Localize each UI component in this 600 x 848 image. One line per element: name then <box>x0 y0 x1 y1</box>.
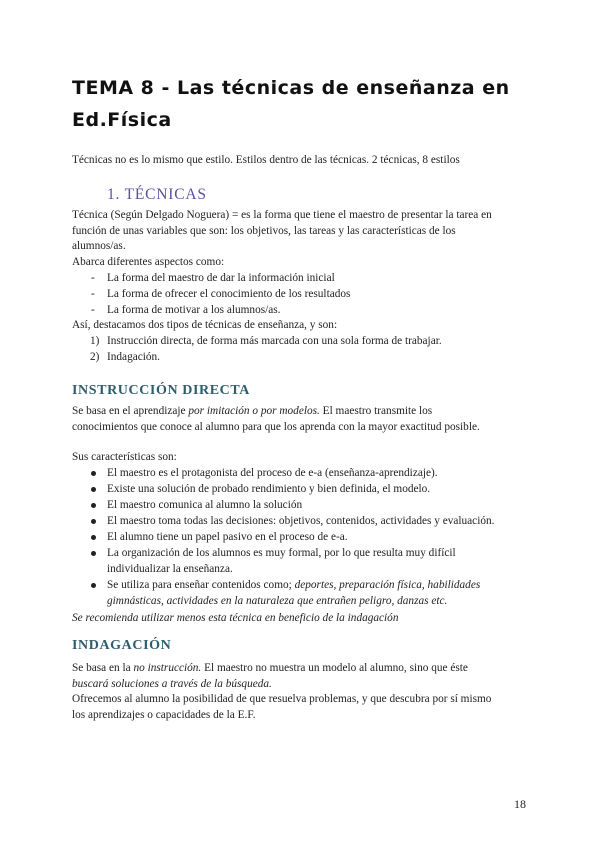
definition-line: alumnos/as. <box>72 240 126 252</box>
text-run: El maestro no muestra un modelo al alumno, sino que éste <box>201 662 468 674</box>
item-line <box>107 578 532 594</box>
dash-marker: - <box>91 304 95 316</box>
aspect-item: La forma del maestro de dar la información inicial <box>107 272 335 284</box>
text-run: Se basa en el aprendizaje <box>72 405 189 417</box>
text-run: Se utiliza para enseñar contenidos como; <box>107 579 295 591</box>
definition-line: Técnica (Según Delgado Noguera) = es la forma que tiene el maestro de presentar la tarea en <box>72 209 492 221</box>
intro-text: Técnicas no es lo mismo que estilo. Estilos dentro de las técnicas. 2 técnicas, 8 estilos <box>72 154 460 166</box>
aspects-intro: Abarca diferentes aspectos como: <box>72 256 225 268</box>
indagacion-paragraph <box>72 661 532 723</box>
characteristic-item: El maestro toma todas las decisiones: objetivos, contenidos, actividades y evaluación. <box>107 515 495 527</box>
paragraph-line: los aprendizajes o capacidades de la E.F. <box>72 708 256 721</box>
directa-paragraph <box>72 404 532 435</box>
paragraph-line: conocimientos que conoce al alumno para que los aprenda con la mayor exactitud posible. <box>72 420 480 433</box>
text-run: Se basa en la <box>72 662 134 674</box>
item-line: La organización de los alumnos es muy formal, por lo que resulta muy difícil <box>107 547 456 559</box>
italic-run: Se recomienda utilizar menos esta técnica en beneficio de la indagación <box>72 612 399 624</box>
paragraph-line <box>72 677 532 693</box>
aspect-item: La forma de motivar a los alumnos/as. <box>107 304 281 316</box>
bullet-icon <box>91 551 96 556</box>
title-line-1: TEMA 8 - Las técnicas de enseñanza en <box>72 77 510 99</box>
bullet-icon <box>91 583 96 588</box>
aspect-item: La forma de ofrecer el conocimiento de los resultados <box>107 288 351 300</box>
characteristic-item <box>107 546 527 577</box>
bullet-icon <box>91 535 96 540</box>
italic-run: por imitación o por modelos. <box>188 405 320 417</box>
section-heading-indagacion: INDAGACIÓN <box>72 638 172 653</box>
characteristic-item: Existe una solución de probado rendimiento y bien definida, el modelo. <box>107 483 431 495</box>
page-title <box>72 72 542 136</box>
section-heading-instruccion-directa: INSTRUCCIÓN DIRECTA <box>72 383 250 398</box>
types-intro: Así, destacamos dos tipos de técnicas de enseñanza, y son: <box>72 319 338 331</box>
bullet-icon <box>91 519 96 524</box>
bullet-icon <box>91 487 96 492</box>
recommendation-note <box>72 611 532 627</box>
characteristic-item: El maestro es el protagonista del proceso de e-a (enseñanza-aprendizaje). <box>107 467 438 479</box>
type-item: Indagación. <box>107 351 161 363</box>
section-heading-tecnicas: 1. TÉCNICAS <box>107 186 207 203</box>
italic-run: buscará soluciones a través de la búsqueda. <box>72 677 272 690</box>
title-line-2: Ed.Física <box>72 109 172 131</box>
characteristic-item: El alumno tiene un papel pasivo en el proceso de e-a. <box>107 531 348 543</box>
definition-line: función de unas variables que son: los objetivos, las tareas y las características de los <box>72 224 456 237</box>
page-number: 18 <box>514 797 526 811</box>
characteristic-item <box>107 578 532 609</box>
list-number: 1) <box>90 335 100 347</box>
text-run: El maestro transmite los <box>319 405 433 417</box>
paragraph-line <box>72 661 532 677</box>
paragraph-line <box>72 404 532 420</box>
italic-run: deportes, preparación física, habilidades <box>294 579 481 591</box>
bullet-icon <box>91 471 96 476</box>
list-number: 2) <box>90 351 100 363</box>
italic-run: gimnásticas, actividades en la naturaleza que entrañen peligro, danzas etc. <box>107 594 448 607</box>
bullet-icon <box>91 503 96 508</box>
dash-marker: - <box>91 288 95 300</box>
dash-marker: - <box>91 272 95 284</box>
definition-paragraph <box>72 208 532 255</box>
item-line: individualizar la enseñanza. <box>107 562 233 575</box>
item-line <box>107 594 532 610</box>
type-item: Instrucción directa, de forma más marcada con una sola forma de trabajar. <box>107 335 442 347</box>
italic-run: no instrucción. <box>133 662 202 674</box>
paragraph-line: Ofrecemos al alumno la posibilidad de que resuelva problemas, y que descubra por sí mismo <box>72 693 492 705</box>
characteristic-item: El maestro comunica al alumno la solución <box>107 499 303 511</box>
characteristics-intro: Sus características son: <box>72 451 177 463</box>
